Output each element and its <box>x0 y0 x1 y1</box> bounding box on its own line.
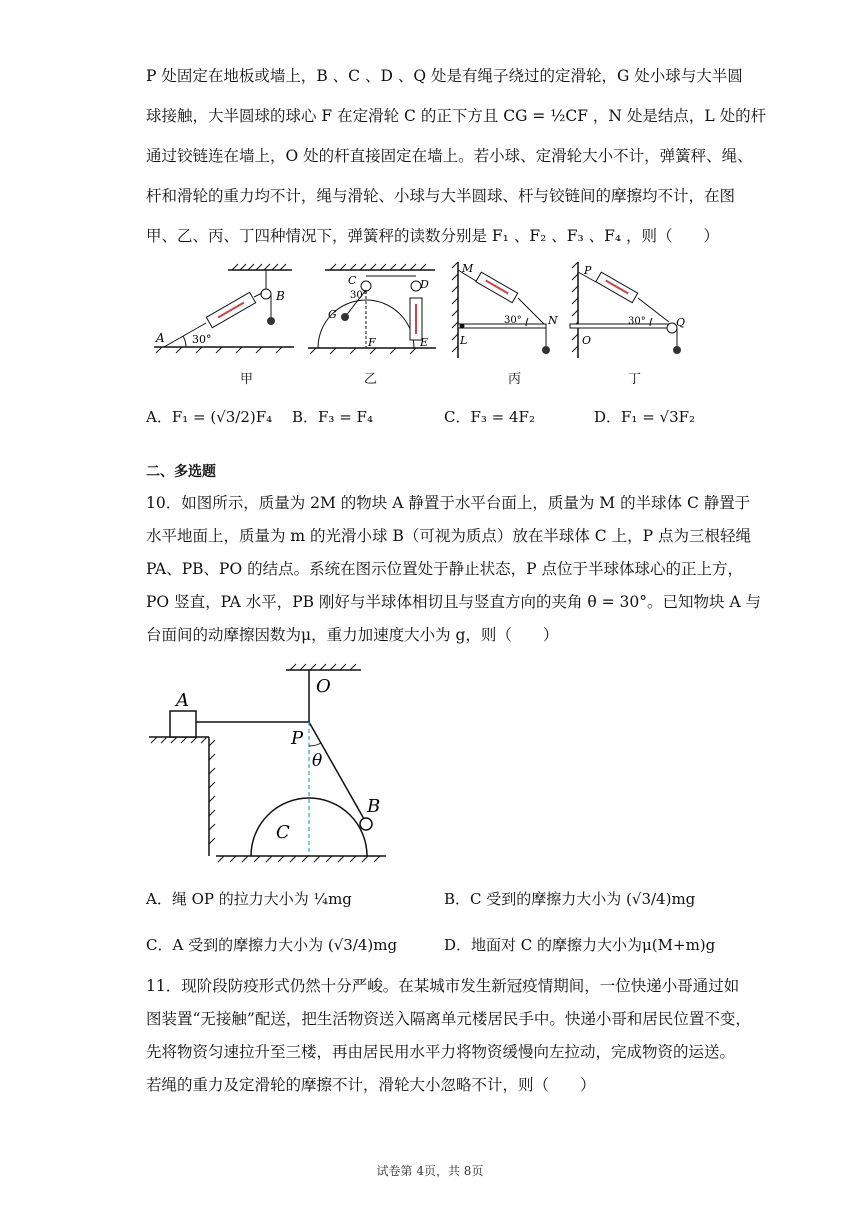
label-Q: Q <box>676 316 686 329</box>
label-N: N <box>548 314 558 327</box>
label-angle: 30° <box>350 290 368 301</box>
q10-line-4: PO 竖直，PA 水平，PB 刚好与半球体相切且与竖直方向的夹角 θ = 30°。已知物块 A 与 <box>146 593 762 611</box>
q9-option-b: B．F₃ = F₄ <box>292 408 373 426</box>
q11-line-1: 11．现阶段防疫形式仍然十分严峻。在某城市发生新冠疫情期间，一位快递小哥通过如 <box>146 977 740 995</box>
label-angle: 30° <box>192 333 212 346</box>
q10-line-2: 水平地面上，质量为 m 的光滑小球 B（可视为质点）放在半球体 C 上，P 点为三根轻绳 <box>146 527 751 545</box>
label-L: L <box>460 334 468 347</box>
label-O: O <box>582 334 592 347</box>
caption-yi: 乙 <box>364 372 378 387</box>
label-F: F <box>368 336 376 349</box>
label-C: C <box>348 274 357 287</box>
q9-line-1: P 处固定在地板或墙上，B 、C 、D 、Q 处是有绳子绕过的定滑轮，G 处小球与大半圆 <box>146 67 743 85</box>
q9-line-3: 通过铰链连在墙上，O 处的杆直接固定在墙上。若小球、定滑轮大小不计，弹簧秤、绳、 <box>146 147 753 165</box>
figure-yi <box>300 262 440 362</box>
q9-option-c: C．F₃ = 4F₂ <box>444 408 535 426</box>
figure-bing <box>446 258 561 363</box>
caption-bing: 丙 <box>508 372 522 387</box>
q11-line-2: 图装置“无接触”配送，把生活物资送入隔离单元楼居民手中。快递小哥和居民位置不变， <box>146 1010 751 1028</box>
q10-option-c: C．A 受到的摩擦力大小为 (√3/4)mg <box>146 936 398 954</box>
caption-ding: 丁 <box>628 372 642 387</box>
q10-line-5: 台面间的动摩擦因数为μ，重力加速度大小为 g，则（ ） <box>146 626 559 644</box>
figure-ding <box>566 258 691 363</box>
q9-line-2: 球接触，大半圆球的球心 F 在定滑轮 C 的正下方且 CG = ½CF ，N 处是结点，L 处的杆 <box>146 107 767 125</box>
label-B: B <box>276 289 285 303</box>
q10-line-3: PA、PB、PO 的结点。系统在图示位置处于静止状态，P 点位于半球体球心的正上方， <box>146 560 743 578</box>
q11-line-4: 若绳的重力及定滑轮的摩擦不计，滑轮大小忽略不计，则（ ） <box>146 1076 596 1094</box>
label-G: G <box>328 308 337 321</box>
label-E: E <box>420 336 429 349</box>
label-A: A <box>156 331 165 345</box>
page-footer: 试卷第 4页，共 8页 <box>376 1164 484 1178</box>
label-A: A <box>176 690 189 711</box>
label-theta: θ <box>312 751 323 771</box>
q10-option-b: B．C 受到的摩擦力大小为 (√3/4)mg <box>444 890 696 908</box>
q10-option-a: A．绳 OP 的拉力大小为 ¼mg <box>146 890 352 908</box>
q10-line-1: 10．如图所示，质量为 2M 的物块 A 静置于水平台面上，质量为 M 的半球体 C 静置于 <box>146 494 751 512</box>
figure-q10 <box>146 660 396 870</box>
label-angle: 30° <box>504 315 522 326</box>
label-B: B <box>367 796 381 817</box>
figure-jia <box>146 262 296 362</box>
q9-option-a: A．F₁ = (√3/2)F₄ <box>146 408 273 426</box>
q10-option-d: D．地面对 C 的摩擦力大小为μ(M+m)g <box>444 936 716 954</box>
label-C: C <box>276 822 290 843</box>
q9-option-d: D．F₁ = √3F₂ <box>594 408 696 426</box>
label-angle: 30° <box>628 316 646 327</box>
q9-line-5: 甲、乙、丙、丁四种情况下，弹簧秤的读数分别是 F₁ 、F₂ 、F₃ 、F₄ ，则（ ） <box>146 227 720 245</box>
section-title: 二、多选题 <box>146 464 216 480</box>
label-M: M <box>462 262 474 275</box>
q11-line-3: 先将物资匀速拉升至三楼，再由居民用水平力将物资缓慢向左拉动，完成物资的运送。 <box>146 1043 736 1061</box>
label-D: D <box>420 278 429 291</box>
label-P: P <box>584 264 592 277</box>
label-P: P <box>291 728 304 749</box>
label-O: O <box>316 676 331 697</box>
caption-jia: 甲 <box>240 372 254 387</box>
q9-line-4: 杆和滑轮的重力均不计，绳与滑轮、小球与大半圆球、杆与铰链间的摩擦均不计，在图 <box>146 187 736 205</box>
